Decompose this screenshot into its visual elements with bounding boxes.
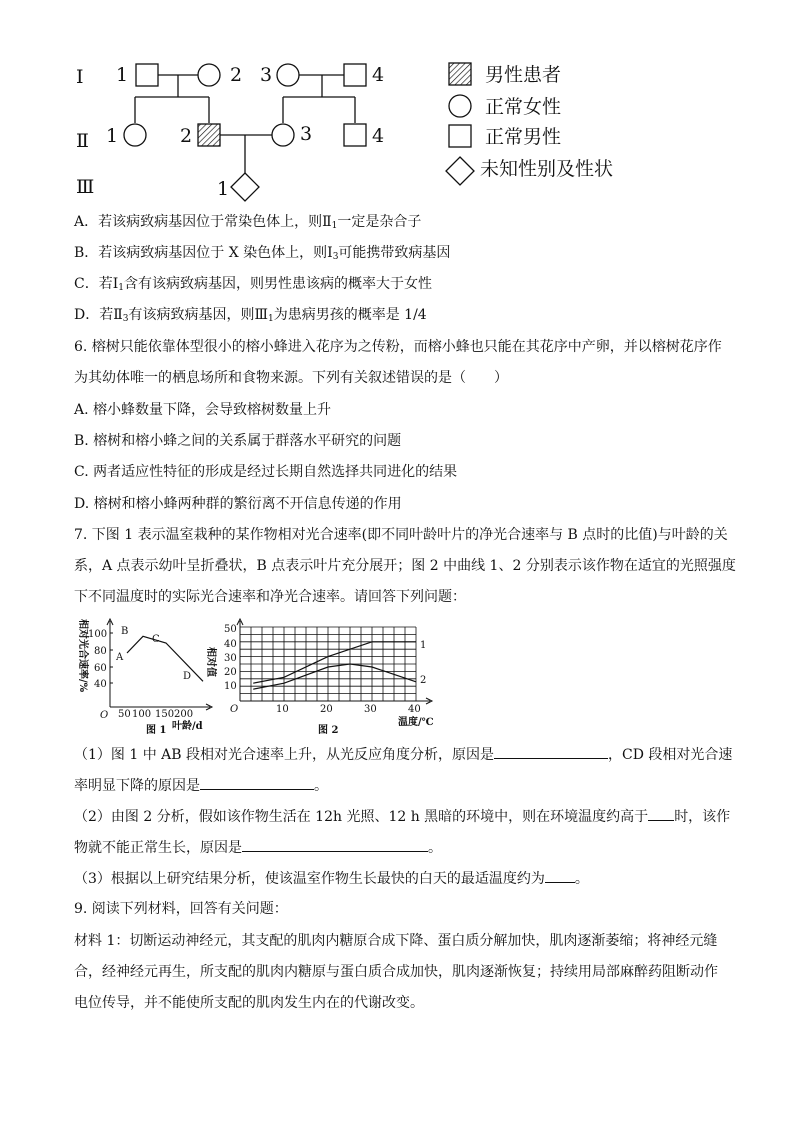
legend-normal-female-text: 正常女性 bbox=[485, 96, 562, 118]
figure-2-chart bbox=[200, 615, 440, 735]
fig2-xtick-30: 30 bbox=[364, 704, 377, 715]
q7-sub3-text: （3）根据以上研究结果分析，使该温室作物生长最快的白天的最适温度约为 bbox=[74, 871, 545, 887]
q5-d-text: D．若Ⅱ bbox=[74, 307, 123, 323]
label-II2: 2 bbox=[180, 125, 193, 147]
label-II4: 4 bbox=[372, 125, 385, 147]
fig1-point-B: B bbox=[121, 626, 129, 637]
q7-sub1-text-3: 率明显下降的原因是 bbox=[74, 778, 200, 794]
q6-stem-line-1: 6. 榕树只能依靠体型很小的榕小蜂进入花序为之传粉，而榕小蜂也只能在其花序中产卵，并以榕树花序作 bbox=[74, 339, 722, 355]
q6-option-d: D. 榕树和榕小蜂两种群的繁衍离不开信息传递的作用 bbox=[74, 496, 402, 512]
fig2-ytick-30: 30 bbox=[224, 653, 237, 664]
fig2-caption: 图 2 bbox=[318, 725, 339, 735]
legend-normal-male-text: 正常男性 bbox=[485, 126, 562, 148]
fig1-ylabel: 相对光合速率/% bbox=[77, 619, 88, 693]
fig1-caption: 图 1 bbox=[146, 725, 167, 735]
q5-d-text-2: 有该病致病基因，则Ⅲ bbox=[128, 307, 268, 323]
fig2-ylabel: 相对值 bbox=[205, 647, 216, 677]
q7-sub2-text-4: 。 bbox=[428, 840, 442, 856]
individual-II1-normal-female bbox=[124, 124, 146, 146]
q6-option-b: B. 榕树和榕小蜂之间的关系属于群落水平研究的问题 bbox=[74, 433, 402, 449]
q7-sub2-text: （2）由图 2 分析，假如该作物生活在 12h 光照、12 h 黑暗的环境中，则在环境温度约高于 bbox=[74, 809, 649, 825]
fig1-xtick-200: 200 bbox=[174, 709, 194, 720]
q7-stem-line-1: 7. 下图 1 表示温室栽种的某作物相对光合速率(即不同叶龄叶片的净光合速率与 B 点时的比值)与叶龄的关 bbox=[74, 527, 728, 543]
gen-label-III: Ⅲ bbox=[76, 176, 95, 198]
q5-b-text: B．若该病致病基因位于 X 染色体上，则Ⅰ bbox=[74, 245, 333, 261]
label-I3: 3 bbox=[260, 64, 273, 86]
q9-material-line-1: 材料 1：切断运动神经元，其支配的肌肉内糖原合成下降、蛋白质分解加快，肌肉逐渐萎缩；将神经元缝 bbox=[74, 933, 718, 949]
fig2-xtick-10: 10 bbox=[276, 704, 289, 715]
q7-sub2-answer-blank-2[interactable] bbox=[242, 837, 428, 852]
fig1-xlabel: 叶龄/d bbox=[172, 721, 203, 732]
fig2-ytick-20: 20 bbox=[224, 667, 237, 678]
fig2-xtick-20: 20 bbox=[320, 704, 333, 715]
label-II1: 1 bbox=[106, 125, 119, 147]
q5-d-sub: 3 bbox=[122, 314, 129, 324]
q5-c-text-2: 含有该病致病基因，则男性患该病的概率大于女性 bbox=[123, 276, 432, 292]
individual-II4-normal-male bbox=[344, 124, 366, 146]
fig1-ytick-80: 80 bbox=[94, 646, 107, 657]
fig1-xtick-150: 150 bbox=[155, 709, 175, 720]
label-II3: 3 bbox=[300, 123, 313, 145]
q7-stem-line-2: 系，A 点表示幼叶呈折叠状，B 点表示叶片充分展开；图 2 中曲线 1、2 分别表示该作物在适宜的光照强度 bbox=[74, 558, 736, 574]
individual-I2-normal-female bbox=[198, 64, 220, 86]
q7-sub2-line-1 bbox=[74, 806, 730, 827]
individual-III1-unknown bbox=[231, 173, 259, 201]
gen-label-I: Ⅰ bbox=[76, 66, 84, 88]
q7-sub1-text-4: 。 bbox=[314, 778, 328, 794]
individual-I4-normal-male bbox=[344, 64, 366, 86]
legend-affected-square bbox=[449, 63, 471, 85]
fig1-point-A: A bbox=[116, 652, 124, 663]
q5-option-b bbox=[74, 243, 450, 267]
fig2-ytick-40: 40 bbox=[224, 639, 237, 650]
individual-I1-normal-male bbox=[136, 64, 158, 86]
fig1-point-C: C bbox=[152, 634, 160, 645]
q6-stem-line-2: 为其幼体唯一的栖息场所和食物来源。下列有关叙述错误的是（ ） bbox=[74, 370, 508, 386]
gen-label-II: Ⅱ bbox=[76, 130, 89, 152]
q7-sub1-text: （1）图 1 中 AB 段相对光合速率上升，从光反应角度分析，原因是 bbox=[74, 747, 495, 763]
q7-sub1-line-1 bbox=[74, 744, 732, 765]
q7-sub1-text-2: ，CD 段相对光合速 bbox=[608, 747, 733, 763]
fig1-ytick-100: 100 bbox=[88, 629, 108, 640]
q7-sub1-line-2 bbox=[74, 775, 328, 796]
legend-female-circle bbox=[449, 95, 471, 117]
label-I4: 4 bbox=[372, 64, 385, 86]
q9-stem: 9. 阅读下列材料，回答有关问题： bbox=[74, 901, 288, 917]
legend-affected-male-text: 男性患者 bbox=[485, 64, 562, 86]
fig2-ytick-10: 10 bbox=[224, 681, 237, 692]
individual-II2-affected-male bbox=[198, 124, 220, 146]
q5-c-text: C．若Ⅰ bbox=[74, 276, 119, 292]
fig2-series-1-label: 1 bbox=[420, 640, 427, 651]
q5-option-d bbox=[74, 305, 427, 329]
label-III1: 1 bbox=[217, 178, 230, 200]
q7-sub1-answer-blank-1[interactable] bbox=[494, 744, 608, 759]
q7-sub3-answer-blank[interactable] bbox=[545, 868, 575, 883]
q5-a-text-2: 一定是杂合子 bbox=[337, 214, 422, 230]
fig2-origin: O bbox=[230, 704, 239, 715]
individual-I3-normal-female bbox=[277, 64, 299, 86]
fig2-series-2-label: 2 bbox=[420, 675, 427, 686]
q5-b-text-2: 可能携带致病基因 bbox=[338, 245, 451, 261]
q5-option-a bbox=[74, 212, 421, 236]
fig2-ytick-50: 50 bbox=[224, 624, 237, 635]
q5-option-c bbox=[74, 274, 432, 298]
q7-stem-line-3: 下不同温度时的实际光合速率和净光合速率。请回答下列问题： bbox=[74, 589, 466, 605]
label-I1: 1 bbox=[116, 64, 129, 86]
q5-a-text: A．若该病致病基因位于常染色体上，则Ⅱ bbox=[74, 214, 332, 230]
legend-unknown-text: 未知性别及性状 bbox=[480, 158, 614, 180]
q7-sub3-text-2: 。 bbox=[574, 871, 589, 887]
q5-c-sub: 1 bbox=[118, 283, 124, 293]
fig2-xlabel: 温度/℃ bbox=[398, 717, 434, 728]
fig1-ytick-60: 60 bbox=[94, 663, 107, 674]
q7-sub3-line bbox=[74, 868, 589, 889]
q7-sub2-answer-blank-1[interactable] bbox=[648, 806, 674, 821]
fig1-point-D: D bbox=[183, 671, 192, 682]
individual-II3-normal-female bbox=[272, 124, 294, 146]
q7-sub2-text-3: 物就不能正常生长，原因是 bbox=[74, 840, 242, 856]
legend-male-square bbox=[449, 125, 471, 147]
q7-sub2-line-2 bbox=[74, 837, 442, 858]
pedigree-chart bbox=[60, 55, 640, 205]
q5-d-sub-2: 1 bbox=[268, 314, 274, 324]
q9-material-line-2: 合，经神经元再生，所支配的肌肉内糖原与蛋白质合成加快，肌肉逐渐恢复；持续用局部麻醉药阻断动作 bbox=[74, 964, 718, 980]
fig1-xtick-100: 100 bbox=[132, 709, 152, 720]
fig1-curve bbox=[127, 636, 203, 681]
figure-1-chart bbox=[70, 615, 220, 735]
q5-d-text-3: 为患病男孩的概率是 1/4 bbox=[273, 307, 427, 323]
label-I2: 2 bbox=[230, 64, 243, 86]
q5-b-sub: 3 bbox=[332, 252, 339, 262]
fig1-xtick-50: 50 bbox=[118, 709, 131, 720]
fig1-ytick-40: 40 bbox=[94, 679, 107, 690]
q6-option-a: A. 榕小蜂数量下降，会导致榕树数量上升 bbox=[74, 402, 332, 418]
q9-material-line-3: 电位传导，并不能使所支配的肌肉发生内在的代谢改变。 bbox=[74, 995, 424, 1011]
q7-sub1-answer-blank-2[interactable] bbox=[200, 775, 314, 790]
fig2-xtick-40: 40 bbox=[408, 704, 421, 715]
fig1-origin: O bbox=[100, 710, 109, 721]
fig2-series-2-curve bbox=[253, 664, 416, 689]
fig2-series-1-curve bbox=[253, 642, 416, 683]
q7-sub2-text-2: 时，该作 bbox=[674, 809, 731, 825]
q5-a-sub: 1 bbox=[331, 221, 338, 231]
q6-option-c: C. 两者适应性特征的形成是经过长期自然选择共同进化的结果 bbox=[74, 464, 458, 480]
legend-unknown-diamond bbox=[446, 157, 474, 185]
